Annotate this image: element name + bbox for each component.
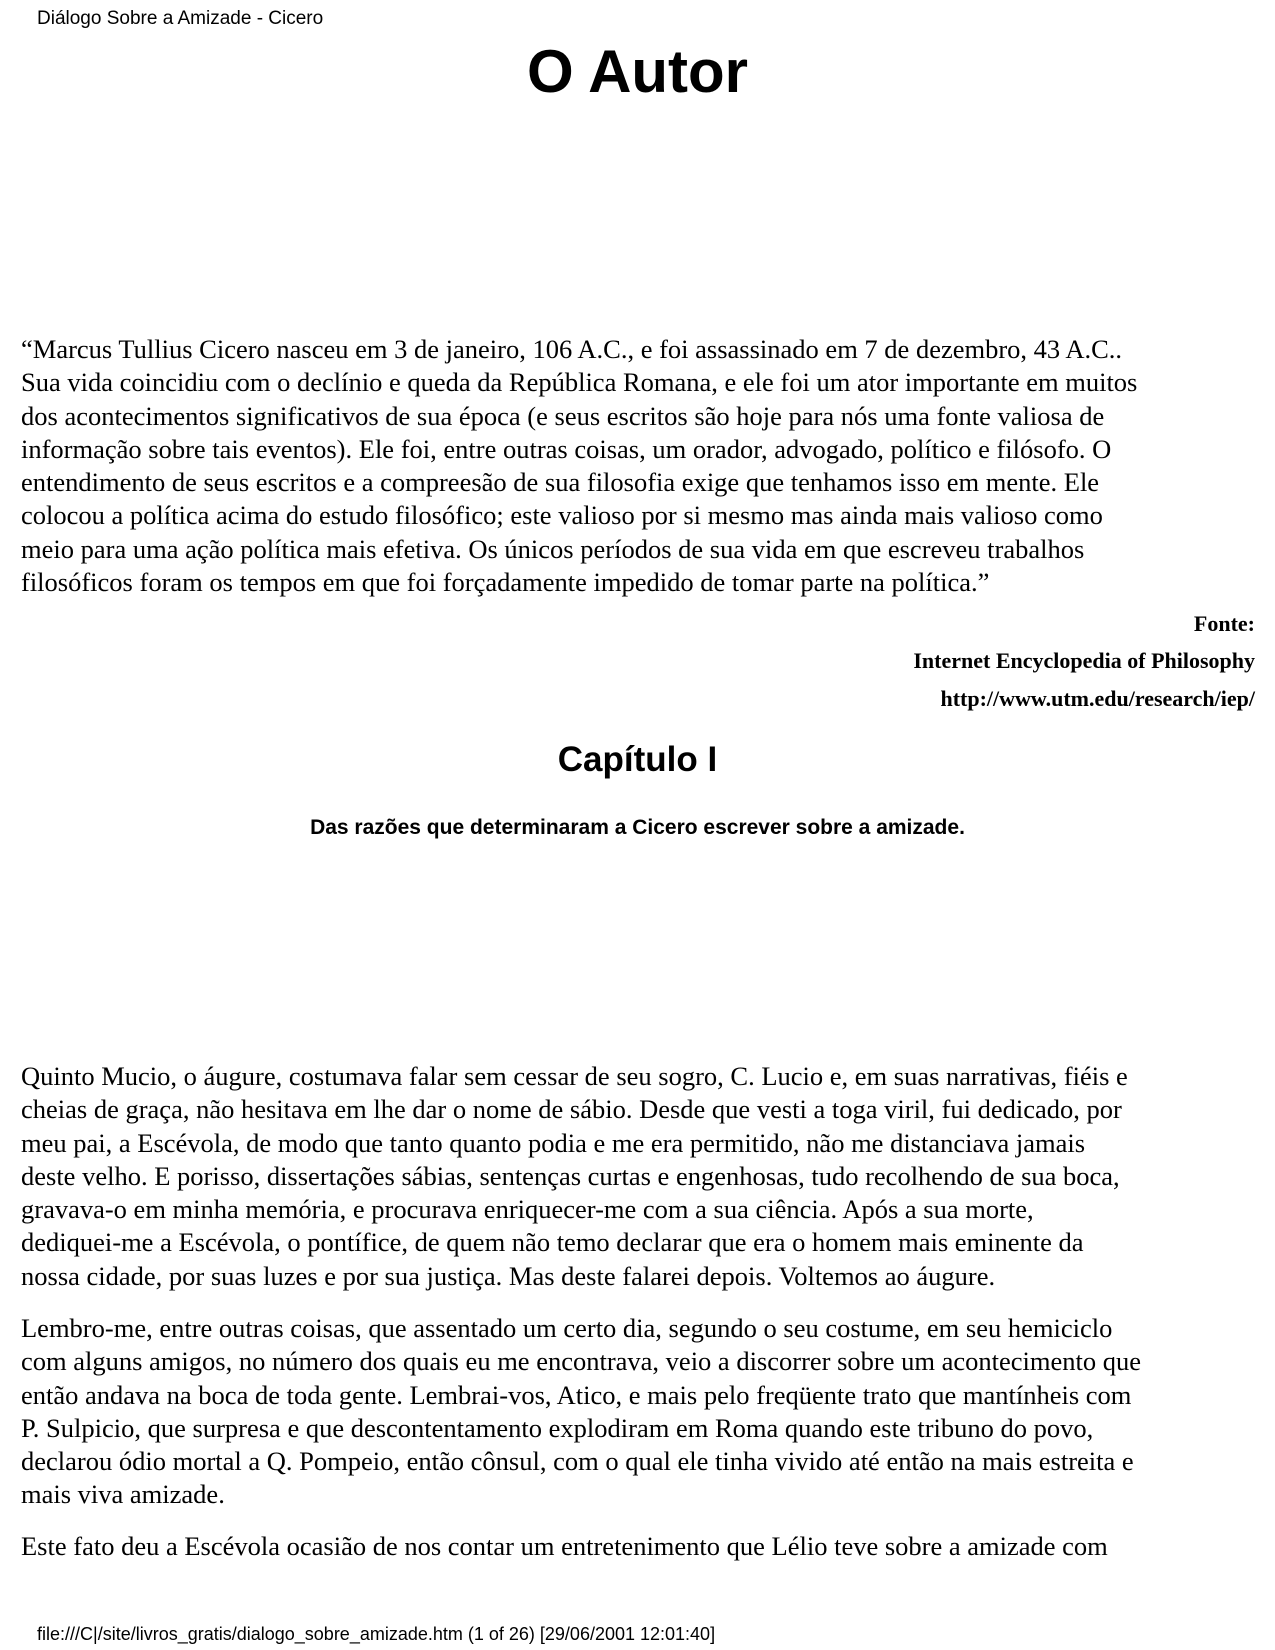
paragraph-line: Este fato deu a Escévola ocasião de nos contar um entretenimento que Lélio teve sobre a amizade com: [21, 1531, 1108, 1561]
quote-line: colocou a política acima do estudo filosófico; este valioso por si mesmo mas ainda mais valioso como: [21, 500, 1103, 531]
quote-line: entendimento de seus escritos e a compreesão de sua filosofia exige que tenhamos isso em mente. Ele: [21, 467, 1100, 498]
author-section-title: O Autor: [526, 38, 749, 105]
source-url: http://www.utm.edu/research/iep/: [940, 686, 1255, 711]
paragraph-line: Quinto Mucio, o áugure, costumava falar sem cessar de seu sogro, C. Lucio e, em suas narrativas, fiéis e: [21, 1061, 1128, 1091]
document-header-title: Diálogo Sobre a Amizade - Cicero: [37, 8, 324, 29]
source-label: Fonte:: [1193, 611, 1255, 636]
page-footer-path: file:///C|/site/livros_gratis/dialogo_sobre_amizade.htm (1 of 26) [29/06/2001 12:01:40]: [37, 1624, 716, 1644]
quote-line: meio para uma ação política mais efetiva. Os únicos períodos de sua vida em que escreveu trabalhos: [21, 533, 1085, 564]
paragraph-line: então andava na boca de toda gente. Lembrai-vos, Atico, e mais pelo freqüente trato que mantínheis com: [21, 1379, 1132, 1410]
chapter-subtitle: Das razões que determinaram a Cicero escrever sobre a amizade.: [310, 816, 965, 839]
paragraph-line: declarou ódio mortal a Q. Pompeio, então cônsul, com o qual ele tinha vivido até então na mais estreita e: [21, 1446, 1134, 1477]
quote-line: Sua vida coincidiu com o declínio e queda da República Romana, e ele foi um ator importante em muitos: [21, 367, 1138, 398]
chapter-title: Capítulo I: [557, 740, 718, 779]
paragraph-line: P. Sulpicio, que surpresa e que descontentamento explodiram em Roma quando este tribuno do povo,: [21, 1412, 1094, 1443]
quote-line: dos acontecimentos significativos de sua época (e seus escritos são hoje para nós uma fonte valiosa de: [21, 400, 1105, 431]
paragraph-line: mais viva amizade.: [21, 1479, 225, 1510]
paragraph-line: Lembro-me, entre outras coisas, que assentado um certo dia, segundo o seu costume, em seu hemiciclo: [21, 1313, 1113, 1343]
paragraph-line: cheias de graça, não hesitava em lhe dar o nome de sábio. Desde que vesti a toga viril, fui dedicado, por: [21, 1094, 1122, 1125]
paragraph-line: dediquei-me a Escévola, o pontífice, de quem não temo declarar que era o homem mais eminente da: [21, 1227, 1084, 1258]
paragraph-line: gravava-o em minha memória, e procurava enriquecer-me com a sua ciência. Após a sua morte,: [21, 1194, 1034, 1225]
paragraph-line: nossa cidade, por suas luzes e por sua justiça. Mas deste falarei depois. Voltemos ao áugure.: [21, 1260, 996, 1291]
source-name: Internet Encyclopedia of Philosophy: [913, 648, 1255, 673]
chapter-paragraph-3: [21, 1530, 1261, 1563]
chapter-paragraph-2: [21, 1312, 1261, 1512]
paragraph-line: com alguns amigos, no número dos quais eu me encontrava, veio a discorrer sobre um acontecimento que: [21, 1346, 1142, 1377]
chapter-paragraph-1: [21, 1060, 1261, 1293]
paragraph-line: meu pai, a Escévola, de modo que tanto quanto podia e me era permitido, não me distanciava jamais: [21, 1127, 1086, 1158]
author-quote: [21, 333, 1261, 599]
quote-line: informação sobre tais eventos). Ele foi, entre outras coisas, um orador, advogado, político e filósofo. O: [21, 433, 1112, 464]
paragraph-line: deste velho. E porisso, dissertações sábias, sentenças curtas e engenhosas, tudo recolhendo de sua boca,: [21, 1160, 1120, 1191]
quote-line: filosóficos foram os tempos em que foi forçadamente impedido de tomar parte na política.”: [21, 567, 990, 598]
quote-line: “Marcus Tullius Cicero nasceu em 3 de janeiro, 106 A.C., e foi assassinado em 7 de dezembro, 43 A.C..: [21, 334, 1123, 364]
